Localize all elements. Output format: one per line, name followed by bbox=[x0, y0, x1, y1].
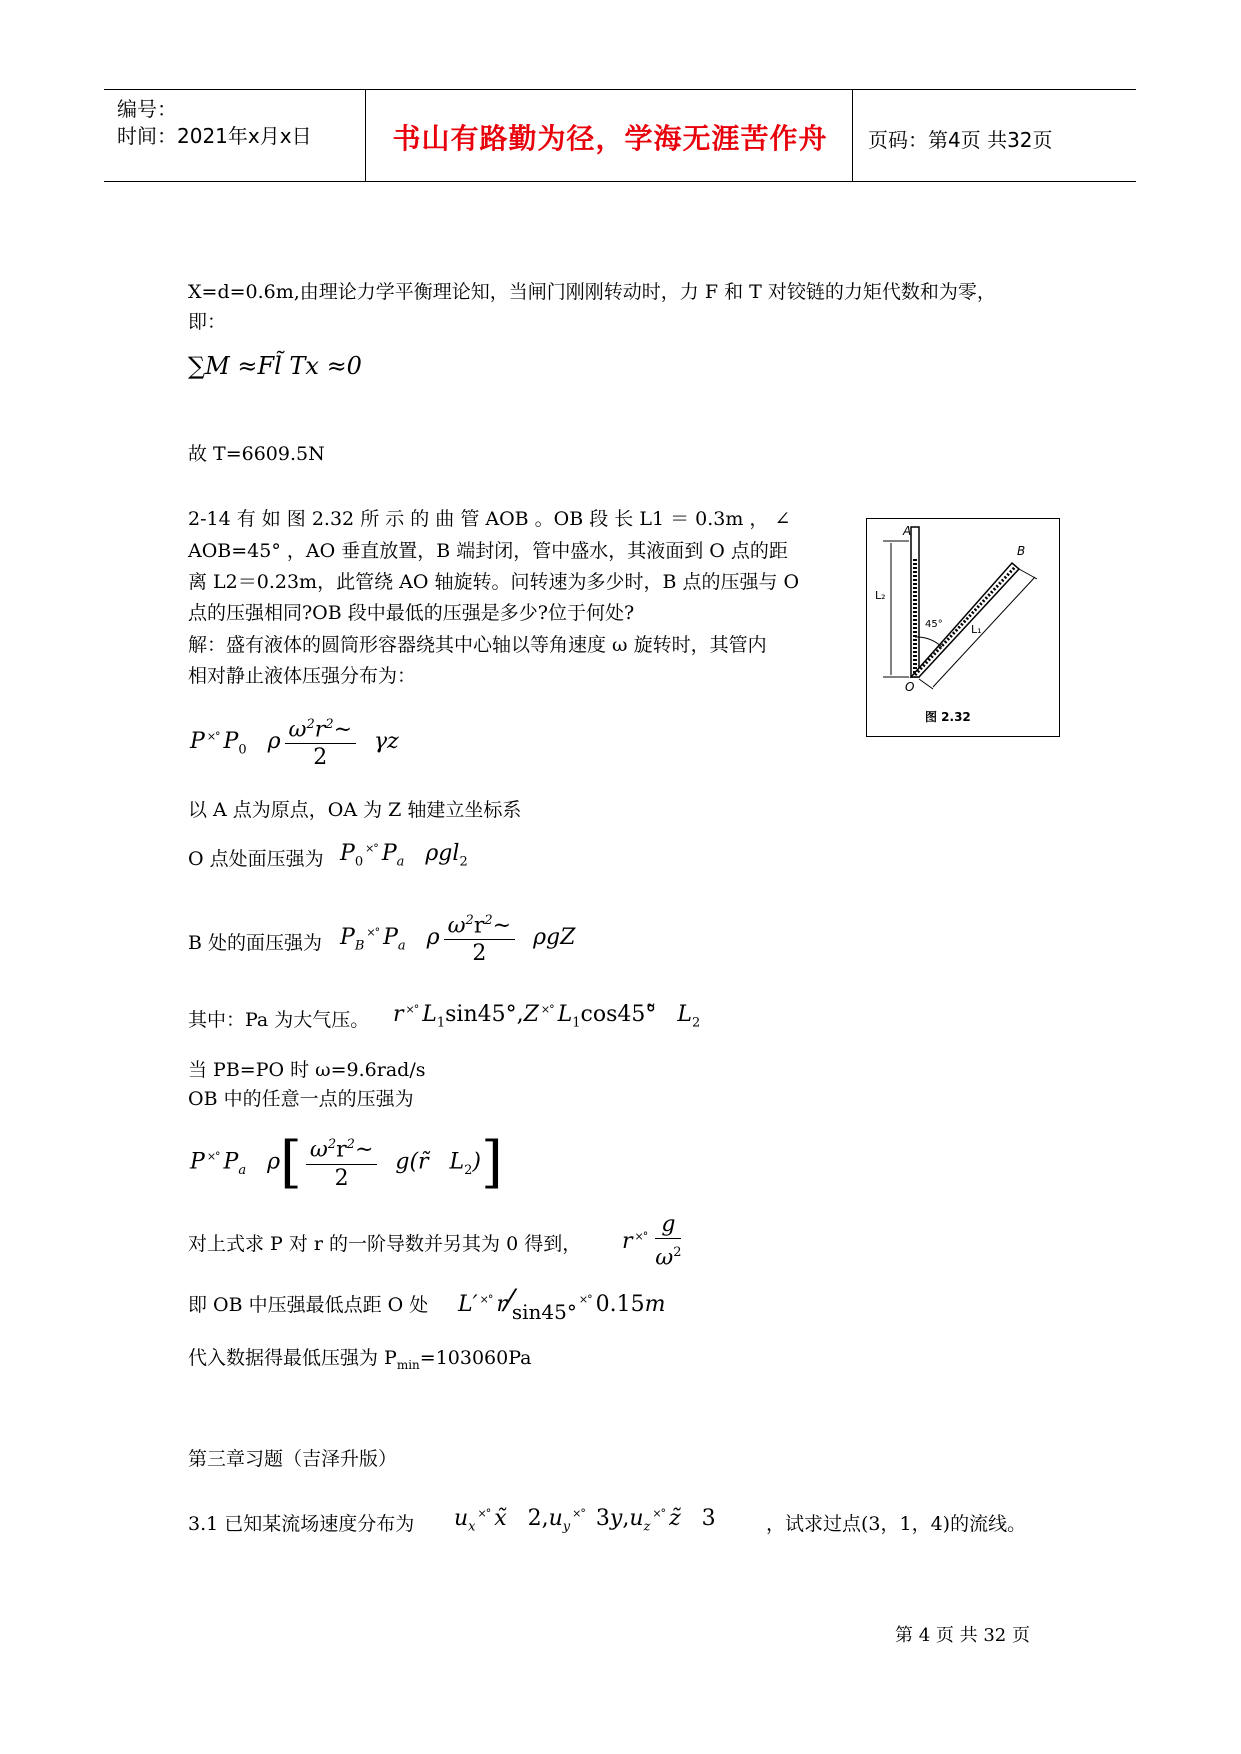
label-b: B bbox=[1017, 544, 1026, 558]
label-l1: L₁ bbox=[971, 623, 982, 636]
pmin-text: 代入数据得最低压强为 $P_{min}=103060Pa$ bbox=[188, 1347, 532, 1372]
chapter-title: 第三章习题（吉泽升版） bbox=[188, 1448, 398, 1470]
paragraph-line: 即： bbox=[188, 311, 227, 333]
bent-tube-diagram bbox=[867, 519, 1059, 736]
page-footer: 第 4 页 共 32 页 bbox=[895, 1625, 1030, 1646]
equation-pressure-distribution: P ×° $P_0$ ρ $\frac{\omega^2r^2\sim}{2}$ γz bbox=[190, 712, 399, 772]
header-top-rule bbox=[104, 89, 1136, 90]
equation-velocity-field: $u_x^{\times^\circ}$ x̃ $2,u_y^{\times^\circ}$ $3y,u_z^{\times^\circ}$ z̃ 3 bbox=[454, 1506, 716, 1535]
result-text: 故 T=6609.5N bbox=[188, 443, 325, 465]
equation-ob-pressure: P ×° $P_a$ ρ[ $\frac{\omega^2r^2\sim}{2}$ g(r̃ $L_2$)] bbox=[190, 1130, 503, 1195]
question-3-1-text-end: ，试求过点(3，1，4)的流线。 bbox=[766, 1513, 1027, 1535]
equation-r-z: r ×° $L_1\sin 45^\circ,Z$ ×° $L_1\cos 45^\circ̃$ $L_2$ bbox=[393, 1002, 701, 1031]
where-text: 其中：Pa 为大气压。 bbox=[188, 1009, 370, 1031]
label-o: O bbox=[905, 680, 915, 694]
equation-lowest-point: L′ ×° r⁄sin45°×° 0.15m bbox=[458, 1284, 666, 1324]
header-bottom-rule bbox=[104, 181, 1136, 182]
derivative-text: 对上式求 P 对 r 的一阶导数并另其为 0 得到， bbox=[188, 1233, 582, 1255]
header-number-label: 编号： bbox=[117, 97, 177, 121]
problem-line: 2-14 有 如 图 2.32 所 示 的 曲 管 AOB 。OB 段 长 L1 ＝ 0.3m ， ∠ bbox=[188, 508, 791, 530]
coordinate-text: 以 A 点为原点，OA 为 Z 轴建立坐标系 bbox=[188, 799, 522, 821]
header-divider-right bbox=[852, 90, 853, 182]
equation-moment: ∑M ≈Fl̃ Tx ≈0 bbox=[188, 352, 362, 380]
figure-2-32 bbox=[866, 518, 1060, 737]
label-a: A bbox=[903, 524, 912, 538]
figure-caption: 图 2.32 bbox=[925, 710, 971, 724]
vertical-tube bbox=[911, 527, 919, 677]
equation-r-result: r ×° $\frac{g}{\omega^2}$ bbox=[622, 1212, 682, 1271]
lowest-point-text: 即 OB 中压强最低点距 O 处 bbox=[188, 1294, 429, 1316]
o-pressure-text: O 点处面压强为 bbox=[188, 848, 324, 870]
problem-line: 点的压强相同?OB 段中最低的压强是多少?位于何处? bbox=[188, 602, 635, 624]
problem-line: 离 L2＝0.23m，此管绕 AO 轴旋转。问转速为多少时，B 点的压强与 O bbox=[188, 571, 800, 593]
b-pressure-text: B 处的面压强为 bbox=[188, 932, 323, 954]
paragraph-line: X=d=0.6m,由理论力学平衡理论知，当闸门刚刚转动时，力 F 和 T 对铰链的力矩代数和为零， bbox=[188, 281, 996, 303]
header-motto: 书山有路勤为径，学海无涯苦作舟 bbox=[392, 122, 828, 155]
equation-o-pressure: $P_0^{\times^\circ}$ $P_a$ ρgl$_2$ bbox=[340, 841, 468, 870]
omega-text: 当 PB=PO 时 ω=9.6rad/s bbox=[188, 1059, 426, 1081]
label-angle: 45° bbox=[925, 619, 943, 630]
header-divider-left bbox=[365, 90, 366, 182]
header-time-label: 时间：2021年x月x日 bbox=[117, 124, 312, 148]
label-l2: L₂ bbox=[875, 589, 886, 602]
header-page-info: 页码：第4页 共32页 bbox=[868, 128, 1053, 152]
ob-text: OB 中的任意一点的压强为 bbox=[188, 1088, 414, 1110]
question-3-1-text: 3.1 已知某流场速度分布为 bbox=[188, 1513, 415, 1535]
problem-line: 解：盛有液体的圆筒形容器绕其中心轴以等角速度 ω 旋转时，其管内 bbox=[188, 634, 767, 656]
problem-line: 相对静止液体压强分布为： bbox=[188, 665, 417, 687]
problem-line: AOB=45° ，AO 垂直放置，B 端封闭，管中盛水，其液面到 O 点的距 bbox=[188, 540, 788, 562]
equation-b-pressure: $P_B^{\times^\circ}$ $P_a$ ρ $\frac{\omega^2r^2\sim}{2}$ ρgZ bbox=[340, 908, 575, 968]
